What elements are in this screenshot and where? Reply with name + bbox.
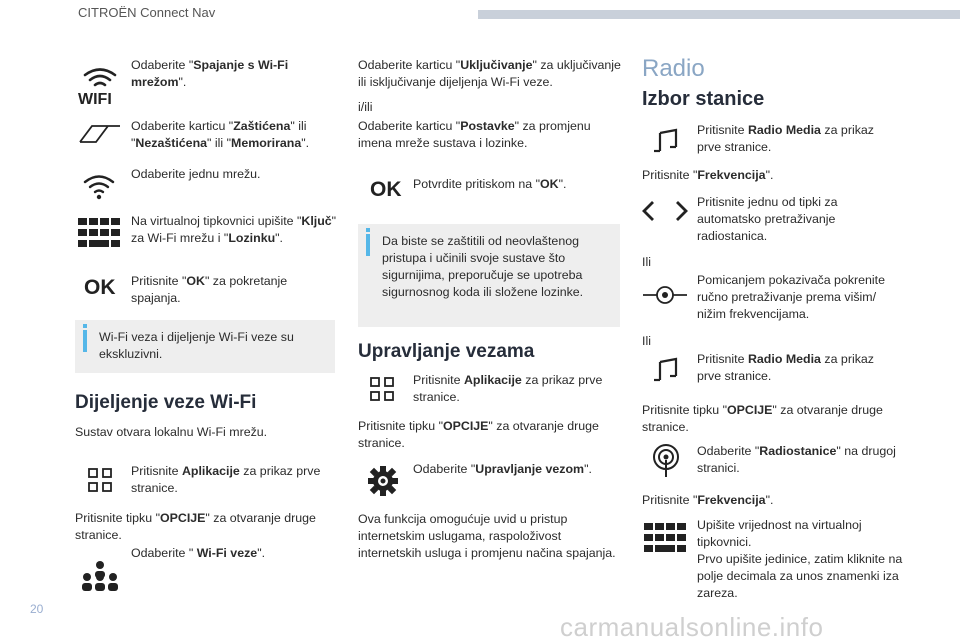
paragraph-and-or: i/ili [358, 100, 373, 114]
apps-grid-icon [88, 468, 112, 492]
note-security [358, 224, 620, 327]
tab-icon [78, 122, 122, 144]
note-exclusive-text: Wi-Fi veza i dijeljenje Wi-Fi veze su ekskluzivni. [99, 330, 294, 361]
keyboard-icon-2 [644, 523, 686, 553]
header-bar [478, 10, 960, 19]
paragraph-or-2: Ili [642, 334, 651, 348]
paragraph-options-3: Pritisnite tipku "OPCIJE" za otvaranje druge stranice. [642, 403, 883, 434]
step-enter-value: Upišite vrijednost na virtualnoj tipkovnici. Prvo upišite jedinice, zatim kliknite na polje decimala za unos znamenki iza zareza. [697, 518, 903, 600]
section-heading-connection-management: Upravljanje vezama [358, 341, 535, 362]
paragraph-frequency-2: Pritisnite "Frekvencija". [642, 493, 774, 507]
step-select-wifi-sharing: Odaberite " Wi-Fi veze". [131, 546, 266, 560]
radio-station-icon [648, 443, 684, 479]
step-manage-connection: Odaberite "Upravljanje vezom". [413, 462, 592, 476]
wifi-sharing-icon [80, 560, 120, 594]
apps-grid-icon-2 [370, 377, 394, 401]
ok-icon-2: OK [370, 178, 402, 201]
paragraph-local-network: Sustav otvara lokalnu Wi-Fi mrežu. [75, 425, 268, 439]
step-press-apps-2: Pritisnite Aplikacije za prikaz prve stranice. [413, 373, 603, 404]
step-manual-search: Pomicanjem pokazivača pokrenite ručno pretraživanje prema višim/ nižim frekvencijama. [697, 273, 886, 321]
step-select-stations: Odaberite "Radiostanice" na drugoj stranici. [697, 444, 896, 475]
step-enter-key: Na virtualnoj tipkovnici upišite "Ključ" za Wi-Fi mrežu i "Lozinku". [131, 214, 337, 245]
keyboard-icon [78, 218, 120, 248]
step-auto-search: Pritisnite jednu od tipki za automatsko pretraživanje radiostanica. [697, 195, 838, 243]
prev-next-icon [641, 199, 689, 223]
chapter-title-radio: Radio [642, 55, 705, 82]
gear-icon [367, 465, 399, 497]
step-press-radio-media: Pritisnite Radio Media za prikaz prve stranice. [697, 123, 874, 154]
music-note-icon [652, 127, 680, 155]
wifi-icon-label: WIFI [78, 91, 112, 106]
paragraph-frequency: Pritisnite "Frekvencija". [642, 168, 774, 182]
paragraph-enable-tab: Odaberite karticu "Uključivanje" za uključivanje ili isključivanje dijeljenja Wi-Fi veze. [358, 58, 621, 89]
paragraph-settings-tab: Odaberite karticu "Postavke" za promjenu imena mreže sustava i lozinke. [358, 119, 591, 150]
music-note-icon-2 [652, 356, 680, 384]
note-security-text: Da biste se zaštitili od neovlaštenog pristupa i učinili svoje sustave što sigurnijima, preporučuje se upotreba sigurnosnog koda ili složene lozinke. [382, 234, 584, 299]
ok-icon: OK [84, 276, 116, 299]
wifi-signal-icon [82, 172, 116, 200]
header-title: CITROËN Connect Nav [78, 5, 216, 20]
paragraph-or-1: Ili [642, 255, 651, 269]
section-heading-wifi-sharing: Dijeljenje veze Wi-Fi [75, 392, 257, 413]
step-connect-wifi: Odaberite "Spajanje s Wi-Fi mrežom". [131, 58, 289, 89]
section-heading-station-selection: Izbor stanice [642, 88, 765, 110]
step-press-ok: Pritisnite "OK" za pokretanje spajanja. [131, 274, 288, 305]
step-press-apps: Pritisnite Aplikacije za prikaz prve stranice. [131, 464, 321, 495]
step-select-network: Odaberite jednu mrežu. [131, 167, 261, 181]
info-icon [83, 330, 87, 352]
page-number: 20 [30, 602, 44, 616]
info-icon-2 [366, 234, 370, 256]
wifi-icon [78, 62, 122, 106]
watermark: carmanualsonline.info [560, 612, 824, 642]
note-exclusive [75, 320, 335, 373]
paragraph-options: Pritisnite tipku "OPCIJE" za otvaranje druge stranice. [75, 511, 316, 542]
step-confirm-ok: Potvrdite pritiskom na "OK". [413, 177, 567, 191]
paragraph-options-2: Pritisnite tipku "OPCIJE" za otvaranje druge stranice. [358, 419, 599, 450]
paragraph-function-info: Ova funkcija omogućuje uvid u pristup internetskim uslugama, raspoloživost internetskih usluga i promjenu načina spajanja. [358, 512, 616, 560]
slider-icon [643, 284, 687, 306]
step-select-tab: Odaberite karticu "Zaštićena" ili "Nezaštićena" ili "Memorirana". [131, 119, 310, 150]
step-press-radio-media-2: Pritisnite Radio Media za prikaz prve stranice. [697, 352, 874, 383]
